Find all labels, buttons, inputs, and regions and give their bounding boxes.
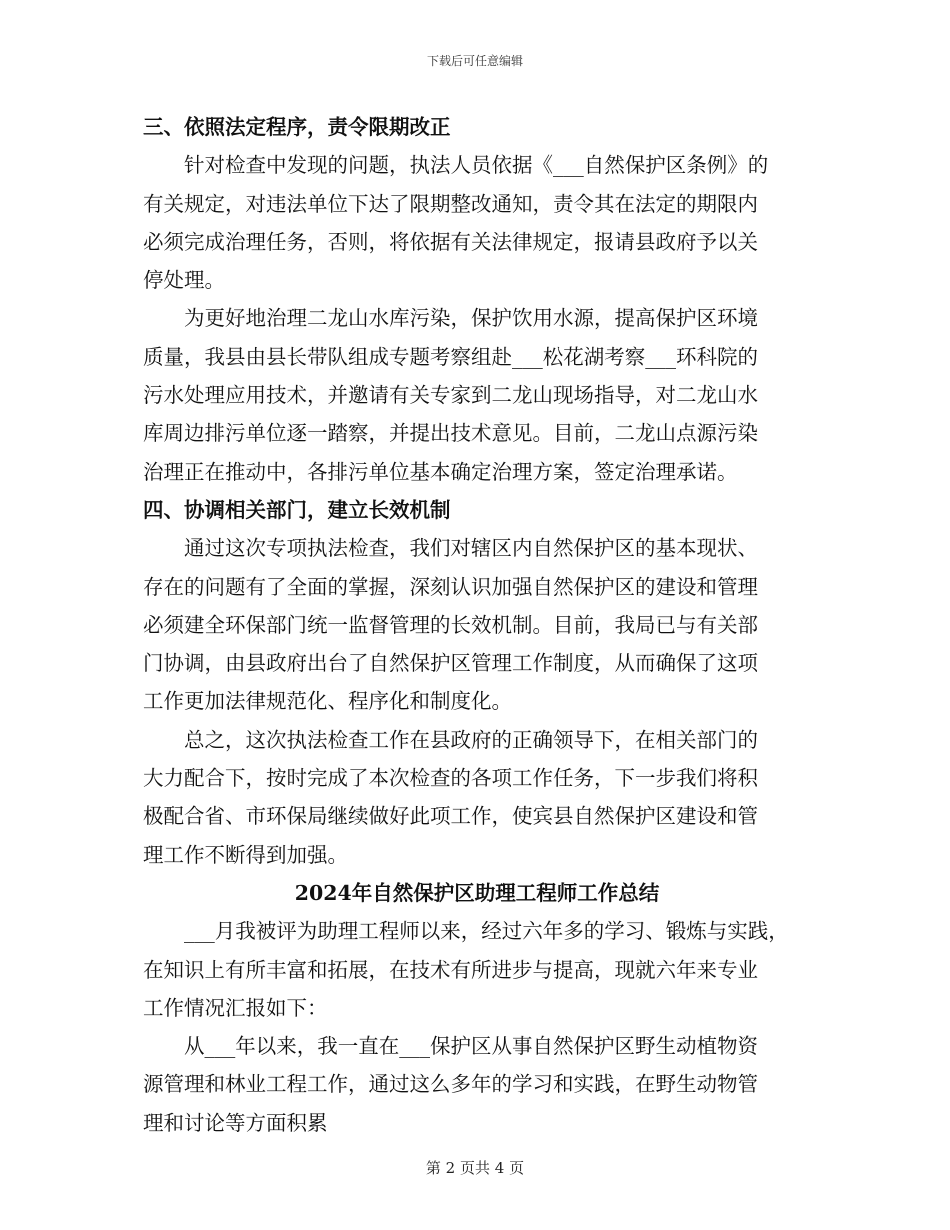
paragraph-line: 源管理和林业工程工作，通过这么多年的学习和实践，在野生动物管 — [143, 1072, 758, 1097]
paragraph-line: 在知识上有所丰富和拓展，在技术有所进步与提高，现就六年来专业 — [143, 957, 758, 982]
section-heading-4: 四、协调相关部门，建立长效机制 — [143, 497, 451, 522]
paragraph-line: 针对检查中发现的问题，执法人员依据《___自然保护区条例》的 — [184, 153, 769, 178]
paragraph-line: 门协调，由县政府出台了自然保护区管理工作制度，从而确保了这项 — [143, 651, 758, 676]
document-body — [143, 108, 811, 1142]
section-heading-3: 三、依照法定程序，责令限期改正 — [143, 115, 451, 139]
paragraph-line: 工作情况汇报如下： — [143, 995, 328, 1020]
page-header: 下载后可任意编辑 — [426, 54, 523, 68]
paragraph-line: 理和讨论等方面积累 — [143, 1110, 328, 1135]
paragraph-line: 质量，我县由县长带队组成专题考察组赴___松花湖考察___环科院的 — [143, 344, 758, 369]
paragraph-line: 理工作不断得到加强。 — [143, 842, 348, 867]
paragraph-line: 污水处理应用技术，并邀请有关专家到二龙山现场指导，对二龙山水 — [143, 383, 758, 408]
paragraph-line: 存在的问题有了全面的掌握，深刻认识加强自然保护区的建设和管理 — [143, 574, 758, 599]
paragraph-line: 总之，这次执法检查工作在县政府的正确领导下，在相关部门的 — [184, 727, 758, 752]
paragraph-line: 必须完成治理任务，否则，将依据有关法律规定，报请县政府予以关 — [143, 229, 758, 254]
paragraph-line: ___月我被评为助理工程师以来，经过六年多的学习、锻炼与实践， — [184, 919, 789, 944]
paragraph-line: 治理正在推动中，各排污单位基本确定治理方案，签定治理承诺。 — [143, 459, 738, 484]
paragraph-line: 通过这次专项执法检查，我们对辖区内自然保护区的基本现状、 — [184, 536, 758, 561]
paragraph-line: 必须建全环保部门统一监督管理的长效机制。目前，我局已与有关部 — [143, 612, 758, 637]
document-title: 2024年自然保护区助理工程师工作总结 — [294, 880, 660, 905]
paragraph-line: 停处理。 — [143, 268, 225, 293]
page-footer: 第 2 页共 4 页 — [425, 1159, 525, 1177]
paragraph-line: 有关规定，对违法单位下达了限期整改通知，责令其在法定的期限内 — [143, 191, 758, 216]
paragraph-line: 从___年以来，我一直在___保护区从事自然保护区野生动植物资 — [184, 1034, 758, 1059]
paragraph-line: 库周边排污单位逐一踏察，并提出技术意见。目前，二龙山点源污染 — [143, 421, 758, 446]
paragraph-line: 工作更加法律规范化、程序化和制度化。 — [143, 689, 512, 714]
paragraph-line: 极配合省、市环保局继续做好此项工作，使宾县自然保护区建设和管 — [143, 804, 758, 829]
paragraph-line: 为更好地治理二龙山水库污染，保护饮用水源，提高保护区环境 — [184, 306, 758, 331]
paragraph-line: 大力配合下，按时完成了本次检查的各项工作任务，下一步我们将积 — [143, 766, 758, 791]
